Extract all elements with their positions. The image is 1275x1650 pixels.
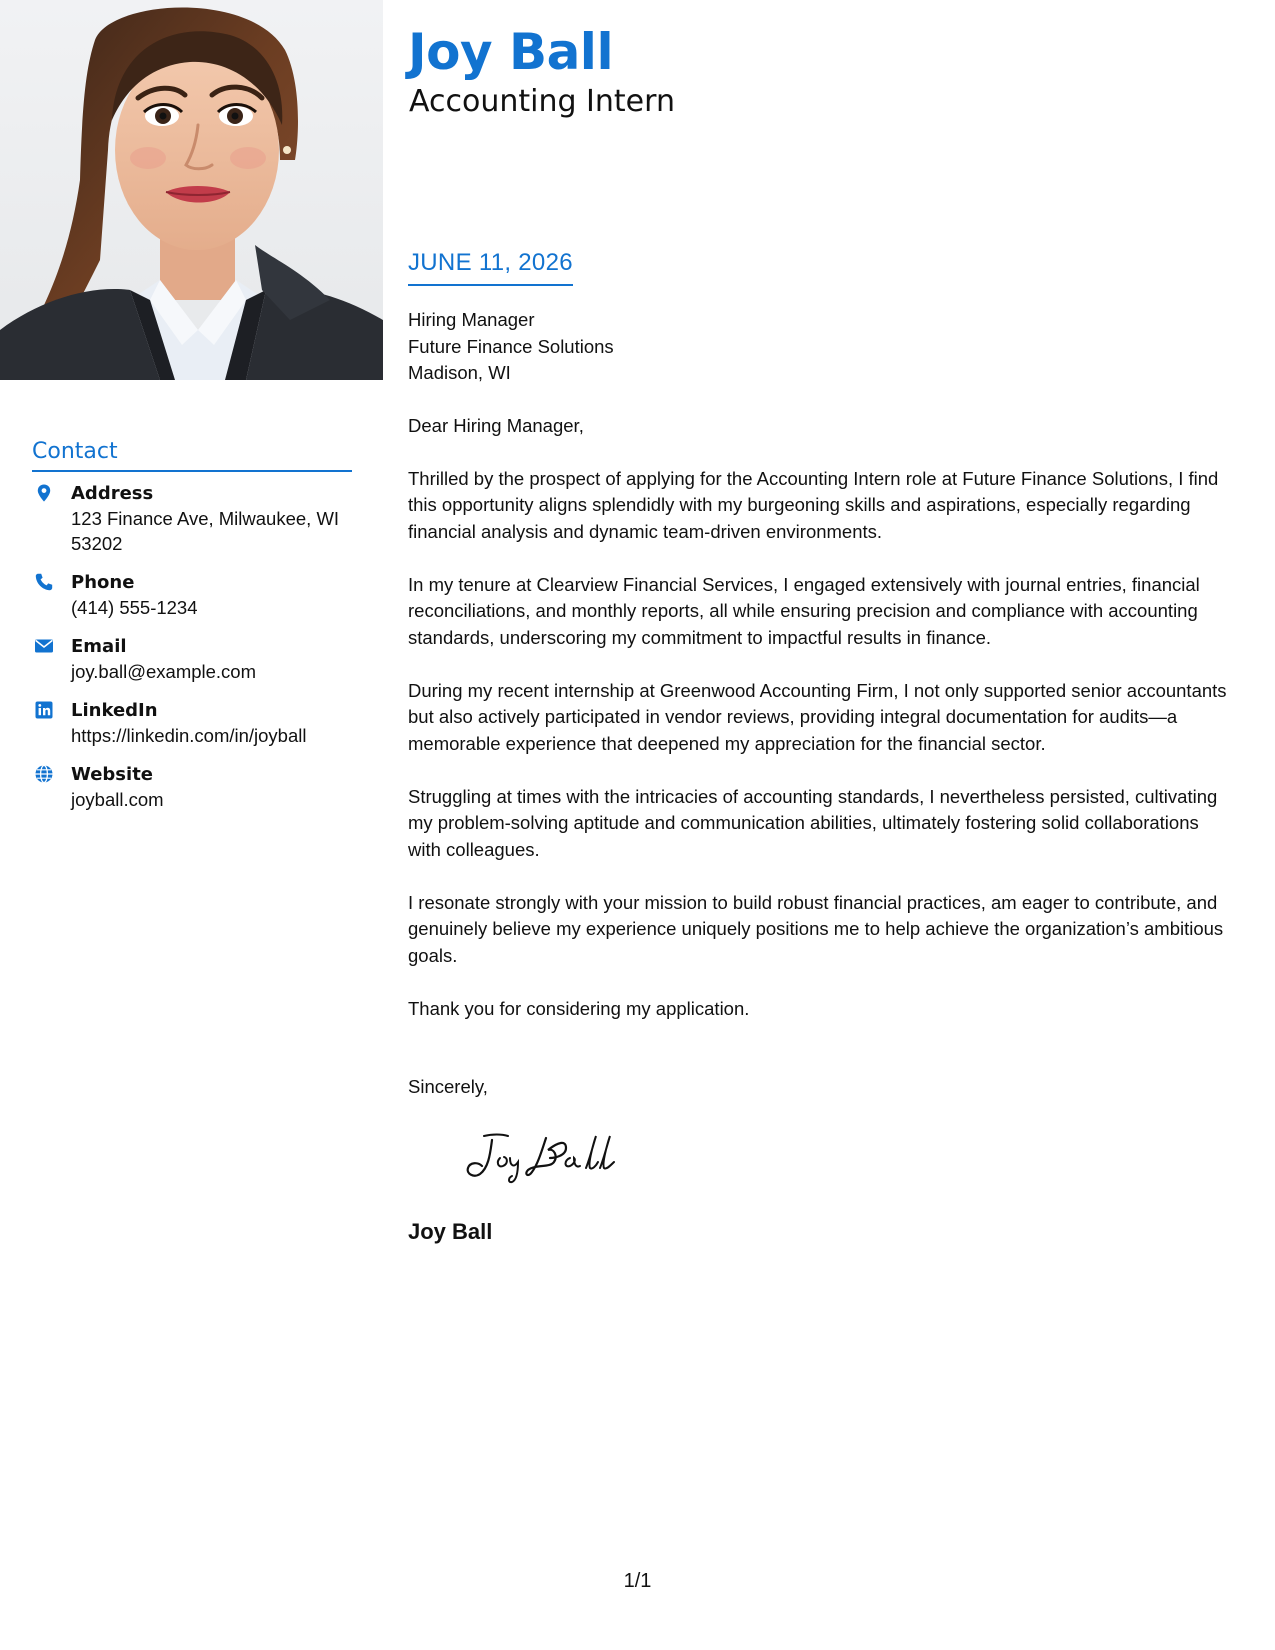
contact-label: Phone [71, 572, 135, 593]
contact-email [32, 634, 362, 684]
applicant-role: Accounting Intern [409, 84, 675, 119]
contact-value: 123 Finance Ave, Milwaukee, WI [71, 508, 340, 529]
paragraph-3: During my recent internship at Greenwood Accounting Firm, I not only supported senior accountants but also actively participated in vendor reviews, providing integral documentation for audits—a memorable experience that deepened my appreciation for the financial sector. [408, 679, 1227, 754]
contact-value: (414) 555-1234 [71, 597, 198, 618]
contact-address [32, 481, 362, 556]
letter-body [408, 307, 1248, 1101]
contact-list [32, 481, 362, 826]
letter-date-section [408, 248, 573, 286]
signature-image [462, 1128, 622, 1184]
contact-heading: Contact [32, 437, 352, 472]
letter-date: JUNE 11, 2026 [408, 248, 573, 286]
contact-label: Address [71, 483, 154, 504]
paragraph-6: Thank you for considering my application. [408, 997, 750, 1019]
page-number: 1/1 [623, 1570, 652, 1592]
contact-linkedin [32, 698, 362, 748]
contact-value[interactable]: https://linkedin.com/in/joyball [71, 725, 307, 746]
recipient-line: Madison, WI [408, 362, 511, 383]
email-icon [34, 636, 54, 656]
applicant-name: Joy Ball [408, 23, 614, 81]
contact-label: LinkedIn [71, 700, 158, 721]
contact-label: Website [71, 764, 154, 785]
paragraph-2: In my tenure at Clearview Financial Services, I engaged extensively with journal entries, financial reconciliations, and monthly reports, all while ensuring precision and compliance with accounting standards, underscoring my commitment to impactful results in finance. [408, 573, 1200, 648]
contact-value[interactable]: joy.ball@example.com [71, 661, 257, 682]
paragraph-5: I resonate strongly with your mission to build robust financial practices, am eager to contribute, and genuinely believe my experience uniquely positions me to help achieve the organization’s ambitious goals. [408, 891, 1224, 966]
contact-website [32, 762, 362, 812]
profile-photo [0, 0, 383, 380]
contact-value: 53202 [71, 533, 123, 554]
closing: Sincerely, [408, 1076, 488, 1097]
contact-phone [32, 570, 362, 620]
recipient-line: Future Finance Solutions [408, 335, 614, 357]
linkedin-icon [34, 700, 54, 720]
map-pin-icon [34, 483, 54, 503]
contact-value[interactable]: joyball.com [71, 789, 164, 810]
paragraph-4: Struggling at times with the intricacies of accounting standards, I nevertheless persisted, cultivating my problem-solving aptitude and communication abilities, ultimately fostering solid collaborations with colleagues. [408, 785, 1218, 860]
recipient-line: Hiring Manager [408, 309, 535, 330]
signer-name: Joy Ball [408, 1219, 493, 1244]
salutation: Dear Hiring Manager, [408, 414, 584, 436]
paragraph-1: Thrilled by the prospect of applying for the Accounting Intern role at Future Finance Solutions, I find this opportunity aligns splendidly with my burgeoning skills and aspirations, especially regarding financial analysis and dynamic team-driven environments. [408, 467, 1219, 542]
contact-label: Email [71, 636, 127, 657]
recipient-block [408, 307, 1248, 387]
phone-icon [34, 572, 54, 592]
globe-icon [34, 764, 54, 784]
